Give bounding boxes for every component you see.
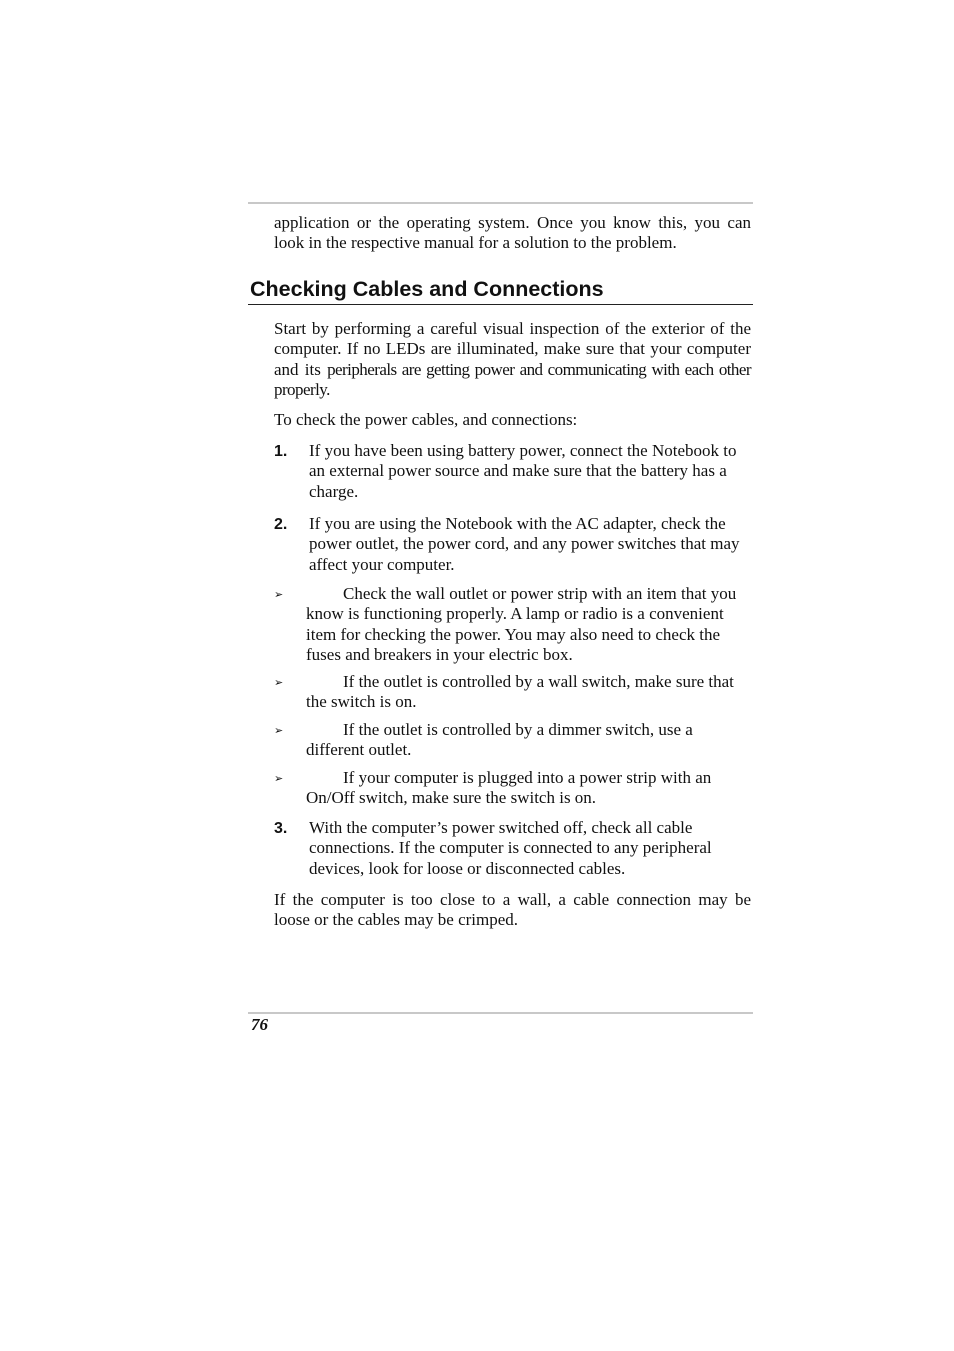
step-text: If you have been using battery power, connect the Notebook to an external power source and make sure that the battery has a charge. — [309, 441, 737, 501]
header-rule — [248, 202, 753, 204]
intro-paragraph: application or the operating system. Once you know this, you can look in the respective manual for a solution to the problem. — [274, 213, 751, 253]
arrow-bullet-icon: ➢ — [274, 588, 284, 601]
body-paragraph — [274, 319, 751, 401]
bullet-text: If the outlet is controlled by a dimmer switch, use a different outlet. — [306, 720, 693, 760]
closing-paragraph: If the computer is too close to a wall, a cable connection may be loose or the cables may be crimped. — [274, 890, 751, 930]
step-number: 1. — [274, 443, 288, 460]
page-number: 76 — [251, 1015, 268, 1034]
step-text: With the computer’s power switched off, check all cable connections. If the computer is connected to any peripheral devices, look for loose or disconnected cables. — [309, 818, 712, 878]
section-heading: Checking Cables and Connections — [250, 277, 604, 301]
footer-rule — [248, 1012, 753, 1014]
arrow-bullet-icon: ➢ — [274, 772, 284, 785]
bullet-text: If the outlet is controlled by a wall switch, make sure that the switch is on. — [306, 672, 734, 712]
step-number: 2. — [274, 516, 288, 533]
step-text: If you are using the Notebook with the AC adapter, check the power outlet, the power cord, and any power switches that may affect your computer. — [309, 514, 740, 574]
heading-underline — [248, 304, 753, 305]
arrow-bullet-icon: ➢ — [274, 676, 284, 689]
bullet-text: If your computer is plugged into a power strip with an On/Off switch, make sure the switch is on. — [306, 768, 712, 808]
body-paragraph-intro-to-steps: To check the power cables, and connections: — [274, 410, 578, 429]
bullet-text: Check the wall outlet or power strip with an item that you know is functioning properly. A lamp or radio is a convenient item for checking the power. You may also need to check the fuses and breakers in your electric box. — [306, 584, 737, 665]
step-number: 3. — [274, 820, 288, 837]
body-paragraph-text-condensed: peripherals are getting power and communicating with each other properly. — [274, 359, 751, 400]
arrow-bullet-icon: ➢ — [274, 724, 284, 737]
body-paragraph-text: Start by performing a careful visual inspection of the exterior of the computer. If no LEDs are illuminated, make sure that your computer and its — [274, 319, 751, 379]
